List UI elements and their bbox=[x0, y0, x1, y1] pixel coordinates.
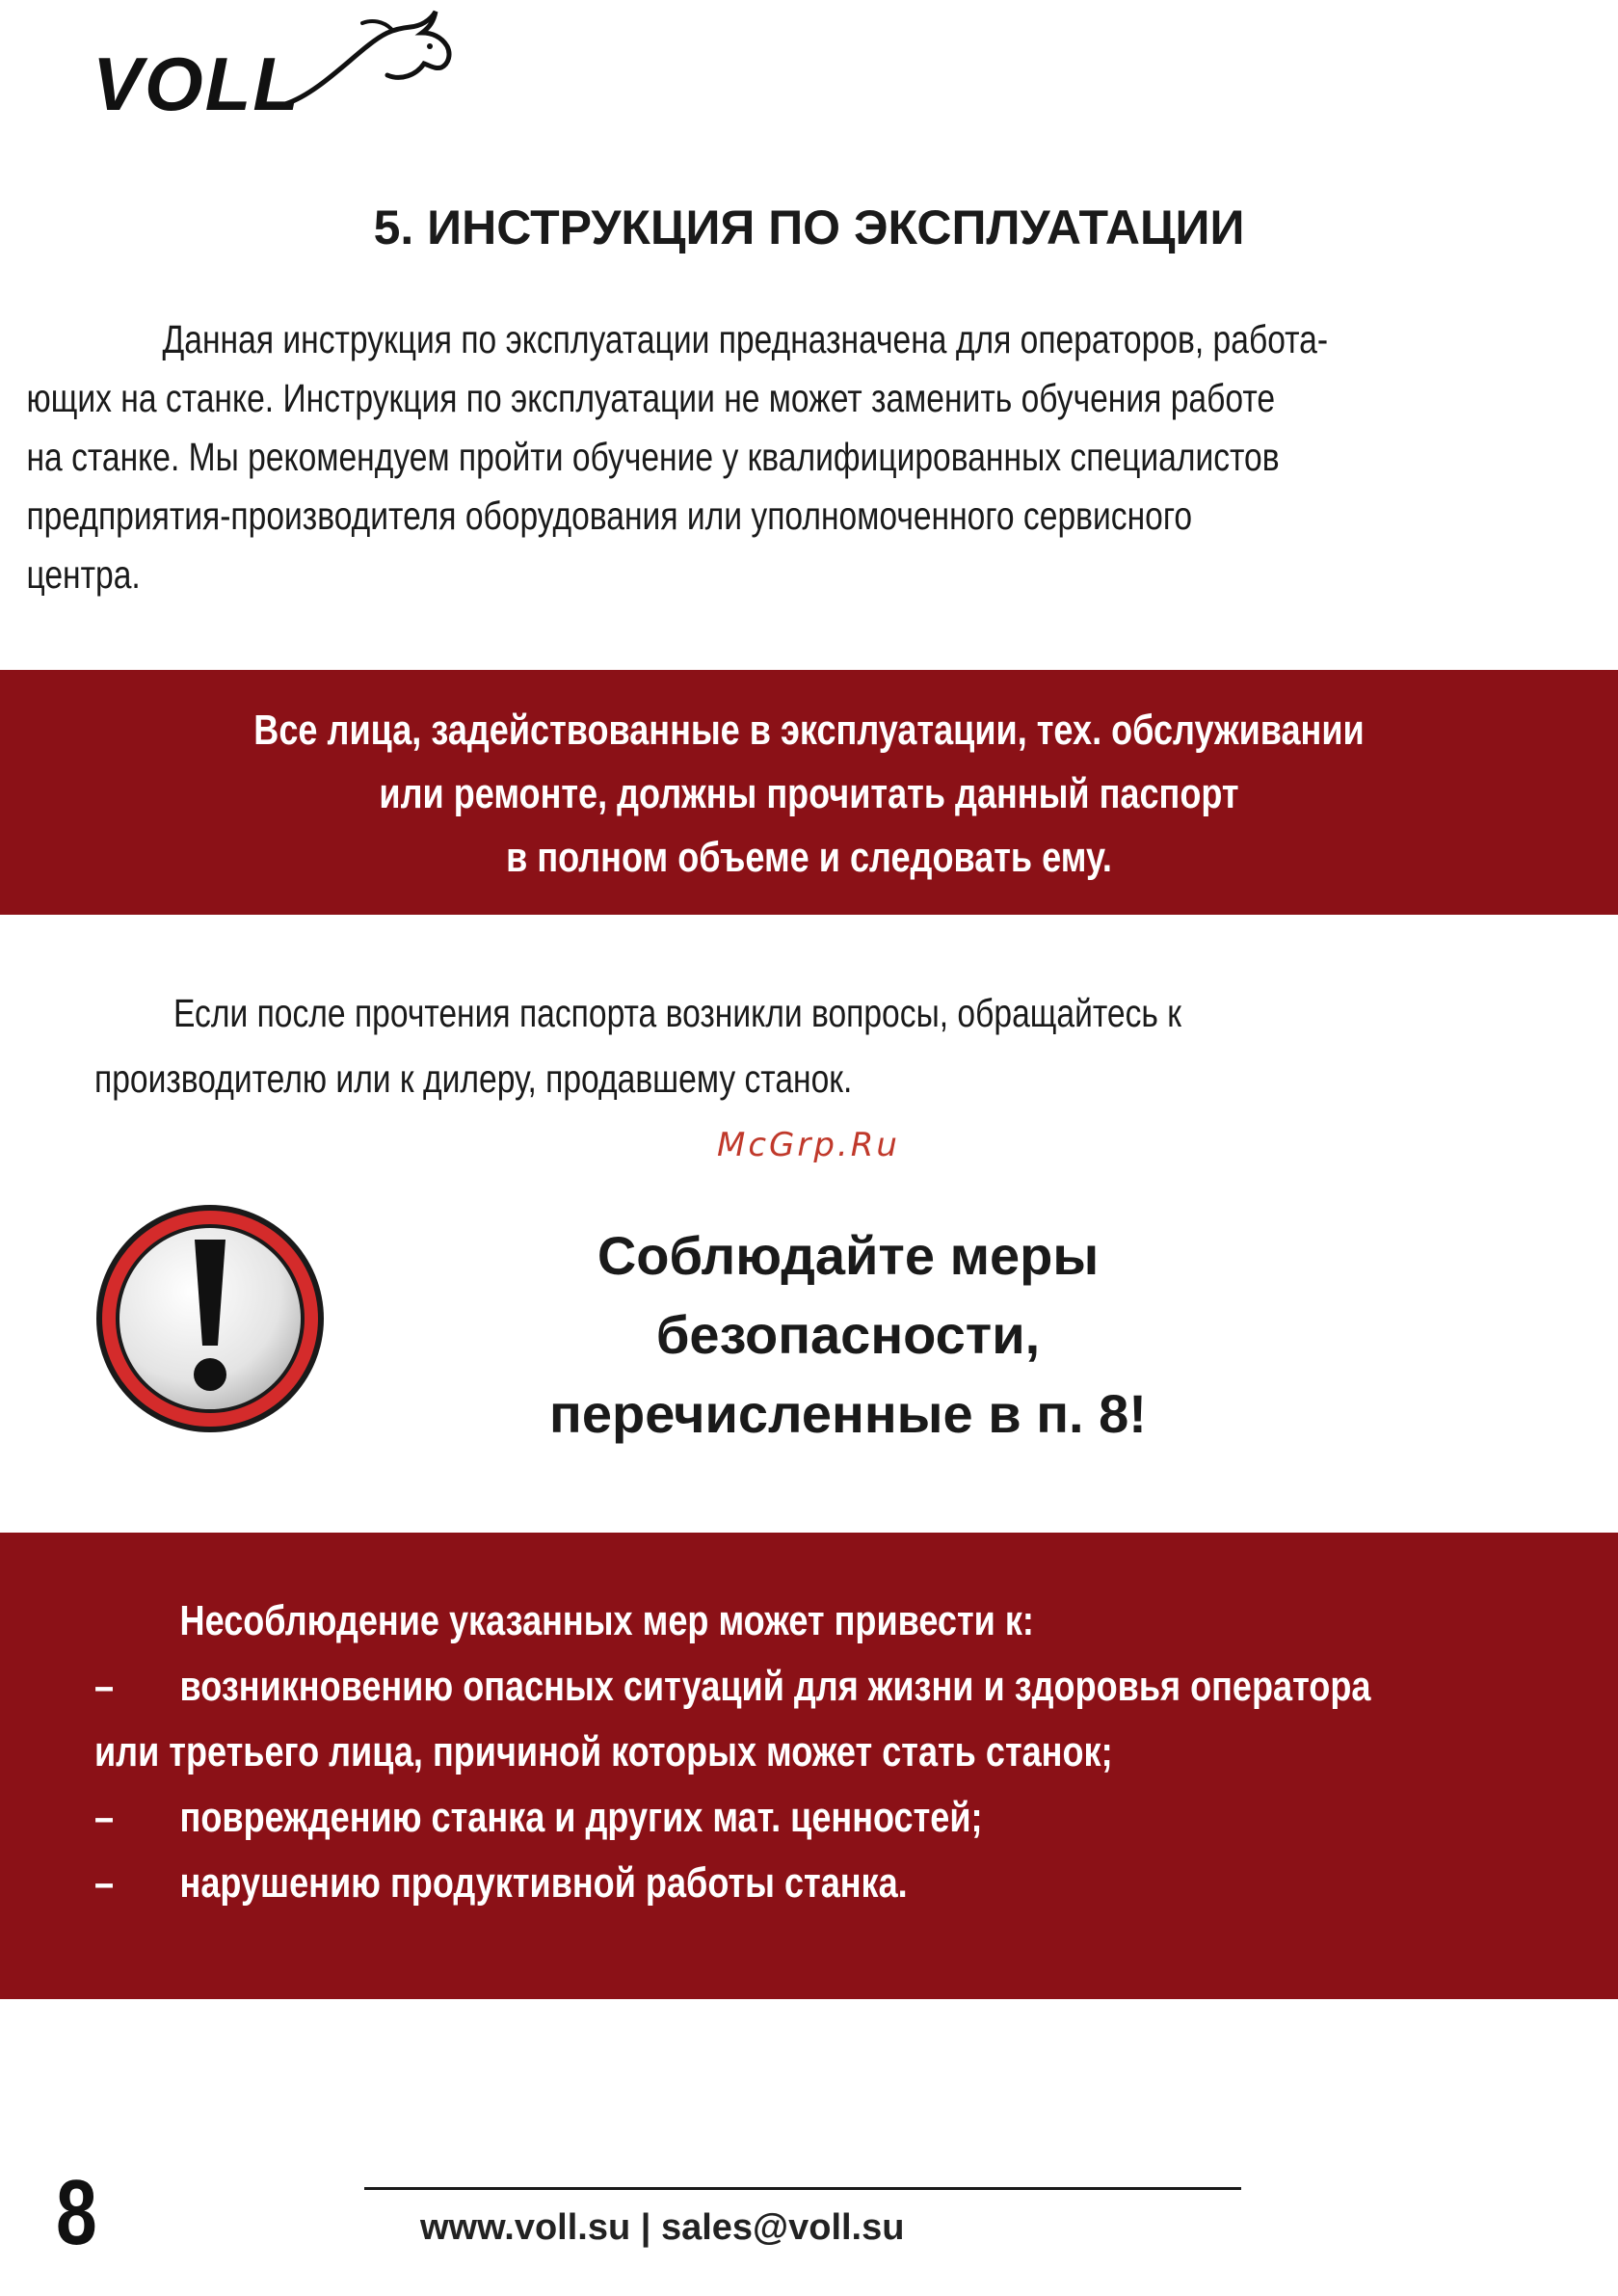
website-link[interactable]: www.voll.su bbox=[420, 2207, 631, 2248]
safety-line: перечисленные в п. 8! bbox=[549, 1383, 1147, 1444]
safety-message bbox=[463, 1216, 1233, 1454]
consequence-text: возникновению опасных ситуаций для жизни и здоровья оператора bbox=[179, 1663, 1371, 1710]
questions-line: Если после прочтения паспорта возникли вопросы, обращайтесь к bbox=[173, 991, 1181, 1035]
intro-text bbox=[26, 310, 1549, 604]
logo-wordmark: VOLL bbox=[93, 41, 301, 126]
consequences-banner bbox=[0, 1533, 1618, 1999]
intro-line: предприятия-производителя оборудования или уполномоченного сервисного bbox=[26, 494, 1193, 538]
consequence-continuation: или третьего лица, причиной которых может стать станок; bbox=[94, 1728, 1113, 1775]
consequence-text: повреждению станка и других мат. ценностей; bbox=[179, 1794, 983, 1841]
intro-paragraph bbox=[26, 310, 1549, 604]
consequences-lead: Несоблюдение указанных мер может привести к: bbox=[179, 1597, 1034, 1644]
safety-line: безопасности, bbox=[655, 1304, 1041, 1365]
watermark: McGrp.Ru bbox=[717, 1126, 900, 1164]
consequence-text: нарушению продуктивной работы станка. bbox=[179, 1859, 908, 1907]
notice-line: или ремонте, должны прочитать данный паспорт bbox=[379, 770, 1239, 817]
section-title: 5. ИНСТРУКЦИЯ ПО ЭКСПЛУАТАЦИИ bbox=[373, 200, 1245, 254]
consequence-item bbox=[94, 1654, 1556, 1720]
notice-line: в полном объеме и следовать ему. bbox=[506, 834, 1112, 881]
notice-text bbox=[0, 699, 1618, 890]
footer-separator: | bbox=[640, 2207, 651, 2248]
intro-line: Данная инструкция по эксплуатации предназначена для операторов, работа- bbox=[162, 317, 1329, 361]
questions-line: производителю или к дилеру, продавшему станок. bbox=[94, 1056, 853, 1101]
safety-line: Соблюдайте меры bbox=[597, 1225, 1100, 1286]
consequence-item bbox=[94, 1785, 1556, 1851]
intro-line: центра. bbox=[26, 552, 141, 597]
notice-line: Все лица, задействованные в эксплуатации, тех. обслуживании bbox=[253, 707, 1365, 754]
bull-head-icon bbox=[276, 8, 468, 114]
list-dash: – bbox=[94, 1859, 115, 1907]
consequence-item bbox=[94, 1851, 1556, 1916]
footer-divider bbox=[364, 2187, 1241, 2190]
voll-logo bbox=[93, 8, 382, 126]
page-number: 8 bbox=[56, 2161, 97, 2264]
exclamation-warning-icon bbox=[93, 1201, 328, 1436]
intro-line: на станке. Мы рекомендуем пройти обучение у квалифицированных специалистов bbox=[26, 435, 1280, 479]
consequences-text bbox=[94, 1589, 1556, 1916]
list-dash: – bbox=[94, 1663, 115, 1710]
email-link[interactable]: sales@voll.su bbox=[660, 2207, 905, 2248]
notice-banner bbox=[0, 670, 1618, 915]
footer-contacts bbox=[420, 2204, 904, 2251]
intro-line: ющих на станке. Инструкция по эксплуатации не может заменить обучения работе bbox=[26, 376, 1276, 420]
questions-paragraph bbox=[94, 980, 1438, 1111]
list-dash: – bbox=[94, 1794, 115, 1841]
